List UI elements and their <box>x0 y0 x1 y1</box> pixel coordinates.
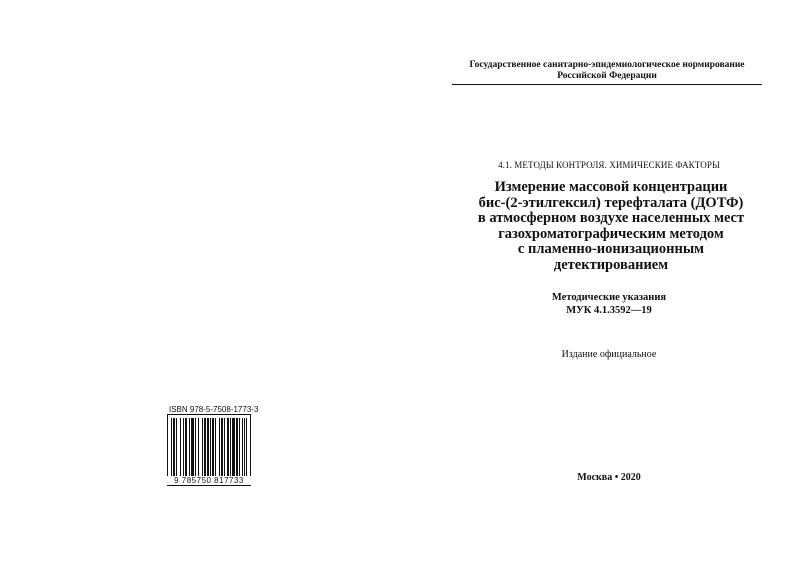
title-line: бис-(2-этилгексил) терефталата (ДОТФ) <box>478 194 744 211</box>
barcode-bar <box>171 418 172 478</box>
barcode-bar <box>210 418 211 478</box>
edition-note: Издание официальное <box>561 349 657 360</box>
title-line: газохроматографическим методом <box>498 225 724 242</box>
barcode-bar <box>244 418 245 478</box>
title-line: детектированием <box>553 256 669 273</box>
document-title <box>446 180 776 274</box>
barcode-bar <box>242 418 243 478</box>
issuer-line-1: Государственное санитарно-эпидемиологическое нормирование <box>469 60 745 70</box>
barcode-bar <box>236 418 238 478</box>
barcode-bar <box>204 418 206 478</box>
barcode-bar <box>207 418 209 478</box>
title-line: в атмосферном воздухе населенных мест <box>477 210 745 227</box>
barcode-bar <box>215 418 216 478</box>
doc-code: МУК 4.1.3592—19 <box>566 304 652 316</box>
barcode-bars <box>171 418 247 478</box>
header-divider <box>452 84 762 85</box>
barcode-bar <box>189 418 190 478</box>
barcode-bar <box>230 418 231 478</box>
barcode-bar <box>227 418 229 478</box>
barcode-bar <box>246 418 247 478</box>
barcode-bar <box>202 418 203 478</box>
place-and-year: Москва • 2020 <box>577 472 641 483</box>
barcode-bar <box>195 418 196 478</box>
title-line: с пламенно-ионизационным <box>517 241 705 258</box>
barcode-digits: 9 785750 817733 <box>167 476 251 485</box>
issuer-line-2: Российской Федерации <box>557 71 657 81</box>
document-type <box>454 292 764 317</box>
barcode-bar <box>232 418 235 478</box>
barcode-bar <box>173 418 175 478</box>
barcode-bar <box>198 418 199 478</box>
barcode-bar <box>191 418 194 478</box>
barcode-bar <box>212 418 214 478</box>
barcode-bar <box>219 418 220 478</box>
issuer-header <box>452 60 762 82</box>
doc-type-label: Методические указания <box>551 292 667 303</box>
barcode-bar <box>239 418 240 478</box>
barcode-bar <box>185 418 187 478</box>
barcode-bar <box>221 418 223 478</box>
isbn-label: ISBN 978-5-7508-1773-3 <box>169 405 259 414</box>
barcode-bar <box>183 418 184 478</box>
barcode-bar <box>176 418 177 478</box>
section-category: 4.1. МЕТОДЫ КОНТРОЛЯ. ХИМИЧЕСКИЕ ФАКТОРЫ <box>498 160 720 170</box>
barcode-bar <box>180 418 181 478</box>
title-line: Измерение массовой концентрации <box>494 179 728 195</box>
barcode-bar <box>224 418 225 478</box>
